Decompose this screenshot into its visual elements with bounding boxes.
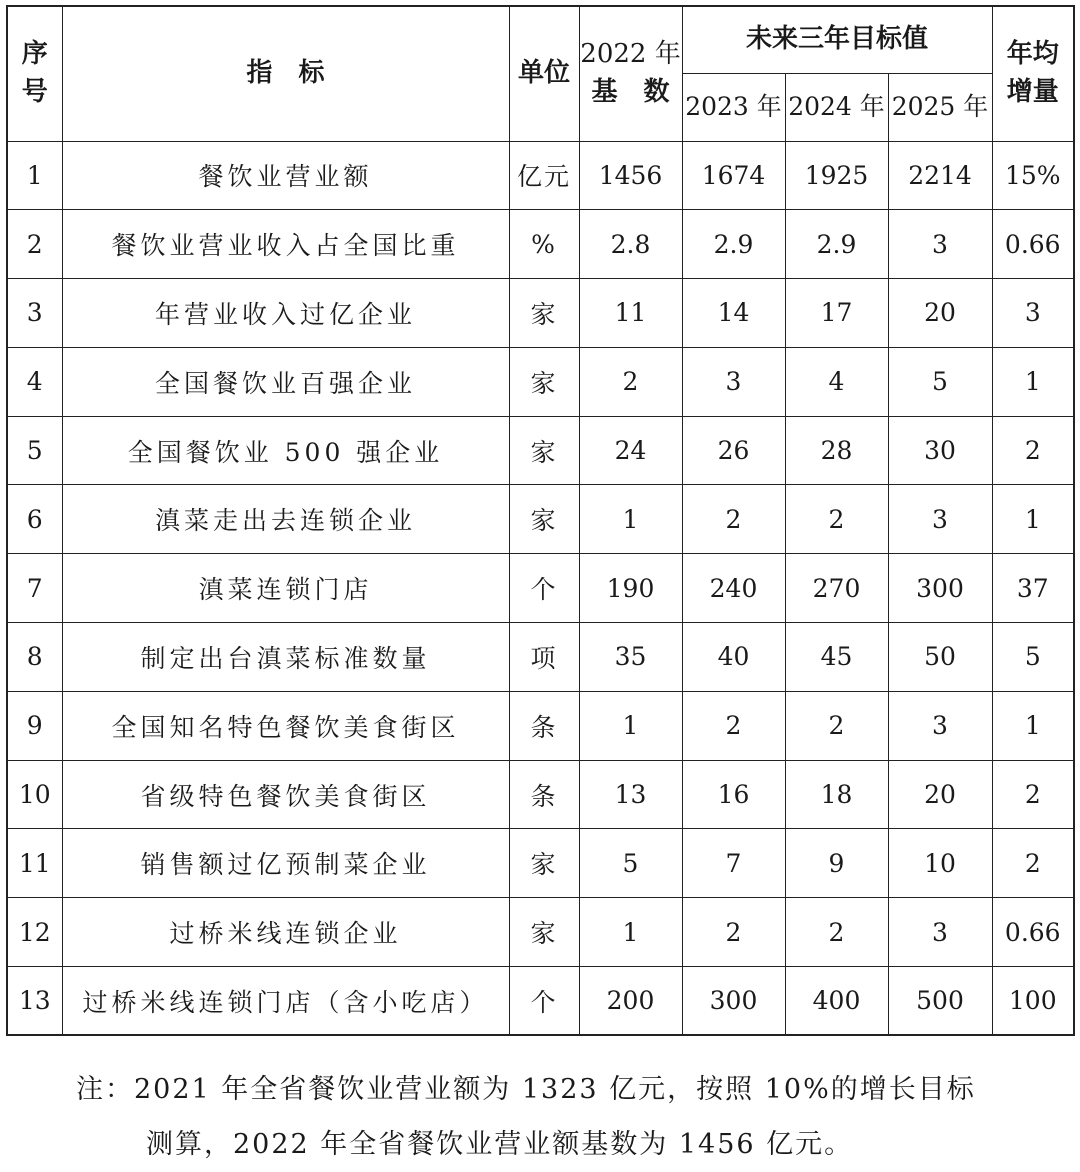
cell-target-2024: 270 <box>785 554 888 623</box>
cell-seq: 13 <box>7 967 62 1036</box>
cell-unit: 亿元 <box>509 141 579 210</box>
cell-avg-increase: 15% <box>992 141 1074 210</box>
cell-base-2022: 5 <box>579 829 682 898</box>
cell-target-2023: 300 <box>682 967 785 1036</box>
cell-target-2024: 45 <box>785 623 888 692</box>
cell-indicator: 省级特色餐饮美食街区 <box>62 760 509 829</box>
cell-seq: 4 <box>7 347 62 416</box>
header-indicator: 指 标 <box>62 6 509 141</box>
table-row <box>7 141 1074 210</box>
cell-avg-increase: 2 <box>992 760 1074 829</box>
cell-indicator: 全国餐饮业 500 强企业 <box>62 416 509 485</box>
cell-target-2025: 3 <box>888 485 992 554</box>
cell-target-2025: 2214 <box>888 141 992 210</box>
table-header <box>7 6 1074 141</box>
cell-base-2022: 1 <box>579 485 682 554</box>
cell-avg-increase: 3 <box>992 279 1074 348</box>
table-row <box>7 623 1074 692</box>
cell-unit: 家 <box>509 829 579 898</box>
cell-seq: 7 <box>7 554 62 623</box>
table-row <box>7 967 1074 1036</box>
cell-target-2023: 14 <box>682 279 785 348</box>
cell-seq: 3 <box>7 279 62 348</box>
header-avg <box>992 6 1074 141</box>
cell-unit: 条 <box>509 691 579 760</box>
cell-indicator: 滇菜走出去连锁企业 <box>62 485 509 554</box>
header-base-line1: 2022 年 <box>580 39 681 70</box>
cell-base-2022: 2.8 <box>579 210 682 279</box>
cell-indicator: 销售额过亿预制菜企业 <box>62 829 509 898</box>
targets-table <box>6 5 1075 1036</box>
cell-indicator: 过桥米线连锁企业 <box>62 898 509 967</box>
cell-base-2022: 1 <box>579 898 682 967</box>
cell-target-2025: 3 <box>888 691 992 760</box>
cell-indicator: 滇菜连锁门店 <box>62 554 509 623</box>
cell-target-2025: 5 <box>888 347 992 416</box>
cell-indicator: 全国知名特色餐饮美食街区 <box>62 691 509 760</box>
cell-base-2022: 11 <box>579 279 682 348</box>
cell-target-2023: 2 <box>682 485 785 554</box>
cell-target-2023: 3 <box>682 347 785 416</box>
footnote-line1: 注：2021 年全省餐饮业营业额为 1323 亿元，按照 10%的增长目标 <box>76 1074 976 1105</box>
cell-unit: 家 <box>509 485 579 554</box>
cell-unit: 项 <box>509 623 579 692</box>
table-row <box>7 898 1074 967</box>
table-row <box>7 760 1074 829</box>
header-seq <box>7 6 62 141</box>
cell-target-2024: 2.9 <box>785 210 888 279</box>
cell-seq: 2 <box>7 210 62 279</box>
cell-avg-increase: 1 <box>992 691 1074 760</box>
cell-unit: 家 <box>509 898 579 967</box>
cell-base-2022: 2 <box>579 347 682 416</box>
cell-seq: 8 <box>7 623 62 692</box>
table-row <box>7 554 1074 623</box>
cell-target-2023: 26 <box>682 416 785 485</box>
cell-base-2022: 13 <box>579 760 682 829</box>
cell-avg-increase: 5 <box>992 623 1074 692</box>
cell-unit: 个 <box>509 967 579 1036</box>
cell-target-2025: 20 <box>888 279 992 348</box>
cell-target-2023: 1674 <box>682 141 785 210</box>
footnote-line2: 测算，2022 年全省餐饮业营业额基数为 1456 亿元。 <box>146 1129 854 1160</box>
cell-unit: 条 <box>509 760 579 829</box>
cell-avg-increase: 2 <box>992 829 1074 898</box>
table-row <box>7 347 1074 416</box>
cell-target-2025: 50 <box>888 623 992 692</box>
cell-base-2022: 1456 <box>579 141 682 210</box>
table-row <box>7 279 1074 348</box>
table-row <box>7 210 1074 279</box>
cell-target-2023: 16 <box>682 760 785 829</box>
cell-avg-increase: 1 <box>992 485 1074 554</box>
cell-target-2025: 20 <box>888 760 992 829</box>
table-row <box>7 829 1074 898</box>
cell-target-2025: 500 <box>888 967 992 1036</box>
cell-indicator: 年营业收入过亿企业 <box>62 279 509 348</box>
cell-base-2022: 35 <box>579 623 682 692</box>
header-unit: 单位 <box>509 6 579 141</box>
cell-avg-increase: 2 <box>992 416 1074 485</box>
cell-seq: 9 <box>7 691 62 760</box>
cell-target-2024: 18 <box>785 760 888 829</box>
cell-target-2024: 2 <box>785 691 888 760</box>
cell-target-2023: 7 <box>682 829 785 898</box>
cell-target-2023: 240 <box>682 554 785 623</box>
header-year-2024: 2024 年 <box>785 73 888 141</box>
header-avg-line2: 增量 <box>1006 76 1059 107</box>
cell-target-2024: 2 <box>785 485 888 554</box>
cell-target-2024: 9 <box>785 829 888 898</box>
cell-target-2024: 28 <box>785 416 888 485</box>
cell-indicator: 过桥米线连锁门店（含小吃店） <box>62 967 509 1036</box>
cell-target-2025: 3 <box>888 898 992 967</box>
cell-target-2025: 10 <box>888 829 992 898</box>
footnote <box>6 1062 1073 1172</box>
table-body <box>7 141 1074 1035</box>
header-target-group: 未来三年目标值 <box>682 6 992 73</box>
cell-seq: 12 <box>7 898 62 967</box>
table-row <box>7 485 1074 554</box>
cell-seq: 1 <box>7 141 62 210</box>
cell-seq: 10 <box>7 760 62 829</box>
cell-target-2023: 2 <box>682 691 785 760</box>
header-year-2025: 2025 年 <box>888 73 992 141</box>
table-row <box>7 691 1074 760</box>
cell-target-2024: 17 <box>785 279 888 348</box>
header-seq-line1: 序 <box>21 39 48 70</box>
cell-base-2022: 1 <box>579 691 682 760</box>
cell-avg-increase: 37 <box>992 554 1074 623</box>
cell-target-2024: 4 <box>785 347 888 416</box>
header-seq-line2: 号 <box>21 76 48 107</box>
cell-avg-increase: 1 <box>992 347 1074 416</box>
cell-unit: 家 <box>509 279 579 348</box>
cell-base-2022: 24 <box>579 416 682 485</box>
cell-base-2022: 200 <box>579 967 682 1036</box>
cell-target-2025: 30 <box>888 416 992 485</box>
cell-indicator: 餐饮业营业收入占全国比重 <box>62 210 509 279</box>
cell-unit: 个 <box>509 554 579 623</box>
cell-indicator: 餐饮业营业额 <box>62 141 509 210</box>
cell-unit: % <box>509 210 579 279</box>
cell-target-2023: 2 <box>682 898 785 967</box>
cell-avg-increase: 0.66 <box>992 210 1074 279</box>
header-base-line2: 基 数 <box>591 76 670 107</box>
cell-target-2024: 400 <box>785 967 888 1036</box>
cell-seq: 11 <box>7 829 62 898</box>
cell-target-2023: 2.9 <box>682 210 785 279</box>
cell-target-2024: 1925 <box>785 141 888 210</box>
table-row <box>7 416 1074 485</box>
cell-base-2022: 190 <box>579 554 682 623</box>
cell-target-2025: 3 <box>888 210 992 279</box>
cell-indicator: 全国餐饮业百强企业 <box>62 347 509 416</box>
cell-unit: 家 <box>509 416 579 485</box>
cell-seq: 5 <box>7 416 62 485</box>
cell-avg-increase: 0.66 <box>992 898 1074 967</box>
cell-seq: 6 <box>7 485 62 554</box>
cell-indicator: 制定出台滇菜标准数量 <box>62 623 509 692</box>
header-year-2023: 2023 年 <box>682 73 785 141</box>
header-avg-line1: 年均 <box>1006 39 1059 70</box>
cell-target-2025: 300 <box>888 554 992 623</box>
cell-unit: 家 <box>509 347 579 416</box>
header-base <box>579 6 682 141</box>
cell-target-2024: 2 <box>785 898 888 967</box>
cell-target-2023: 40 <box>682 623 785 692</box>
cell-avg-increase: 100 <box>992 967 1074 1036</box>
